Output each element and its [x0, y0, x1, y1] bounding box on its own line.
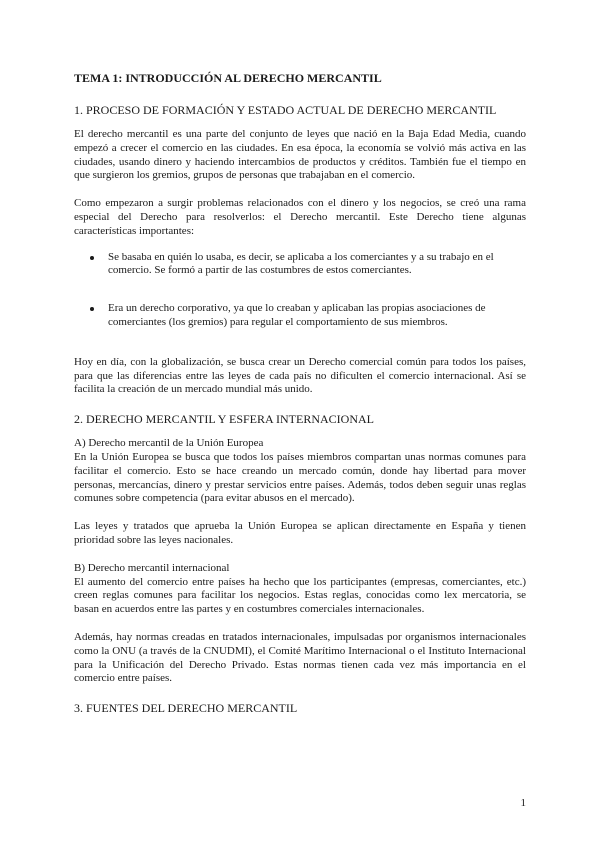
subsection-a-title: A) Derecho mercantil de la Unión Europea: [74, 437, 264, 450]
document-page: [74, 70, 526, 726]
section-3-heading: 3. FUENTES DEL DERECHO MERCANTIL: [74, 701, 298, 716]
page-number: 1: [520, 797, 526, 809]
section-1-paragraph-1: El derecho mercantil es una parte del conjunto de leyes que nació en la Baja Edad Media, cuando empezó a crecer el comercio en las ciudades. En esa época, la economía se volvió más activa en las ciudades, usando dinero y haciendo intercambios de productos y créditos. También fue el tiempo en que surgieron los gremios, grupos de personas que trabajaban en el comercio.: [74, 128, 526, 182]
bullet-icon: [90, 307, 94, 311]
bullet-icon: [90, 256, 94, 260]
document-title: TEMA 1: INTRODUCCIÓN AL DERECHO MERCANTIL: [74, 71, 382, 85]
section-1-paragraph-2: Como empezaron a surgir problemas relacionados con el dinero y los negocios, se creó una rama especial del Derecho para resolverlos: el Derecho mercantil. Este Derecho tiene algunas características importantes:: [74, 197, 526, 237]
subsection-a-paragraph-1: En la Unión Europea se busca que todos los países miembros compartan unas normas comunes para facilitar el comercio. Esto se hace creando un mercado común, donde hay libertad para mover personas, mercancías, dinero y prestar servicios entre países. Además, todos deben seguir unas reglas comunes sobre competencia (para evitar abusos en el mercado).: [74, 450, 526, 505]
section-2-heading: 2. DERECHO MERCANTIL Y ESFERA INTERNACIONAL: [74, 412, 374, 427]
subsection-b-paragraph-2: Además, hay normas creadas en tratados internacionales, impulsadas por organismos internacionales como la ONU (a través de la CNUDMI), el Comité Marítimo Internacional o el Instituto Internacional para la Unificación del Derecho Privado. Estas normas tienen cada vez más importancia en el comercio entre países.: [74, 630, 526, 685]
characteristics-list: [74, 251, 526, 330]
section-1-paragraph-3: Hoy en día, con la globalización, se busca crear un Derecho comercial común para todos los países, para que las diferencias entre las leyes de cada país no dificulten el comercio internacional. Así se facilita la creación de un mercado mundial más unido.: [74, 355, 526, 396]
list-item: Se basaba en quién lo usaba, es decir, se aplicaba a los comerciantes y a su trabajo en el comercio. Se formó a partir de las costumbres de estos comerciantes.: [74, 251, 526, 279]
section-1-heading: 1. PROCESO DE FORMACIÓN Y ESTADO ACTUAL DE DERECHO MERCANTIL: [74, 103, 497, 117]
subsection-b-paragraph-1: El aumento del comercio entre países ha hecho que los participantes (empresas, comerciantes, etc.) creen reglas comunes para facilitar los negocios. Estas reglas, conocidas como lex mercatoria, se basan en acuerdos entre las partes y en costumbres comerciales internacionales.: [74, 575, 526, 616]
subsection-a-paragraph-2: Las leyes y tratados que aprueba la Unión Europea se aplican directamente en España y tienen prioridad sobre las leyes nacionales.: [74, 520, 526, 546]
subsection-b-title: B) Derecho mercantil internacional: [74, 561, 230, 574]
list-item: Era un derecho corporativo, ya que lo creaban y aplicaban las propias asociaciones de comerciantes (los gremios) para regular el comportamiento de sus miembros.: [74, 302, 526, 330]
